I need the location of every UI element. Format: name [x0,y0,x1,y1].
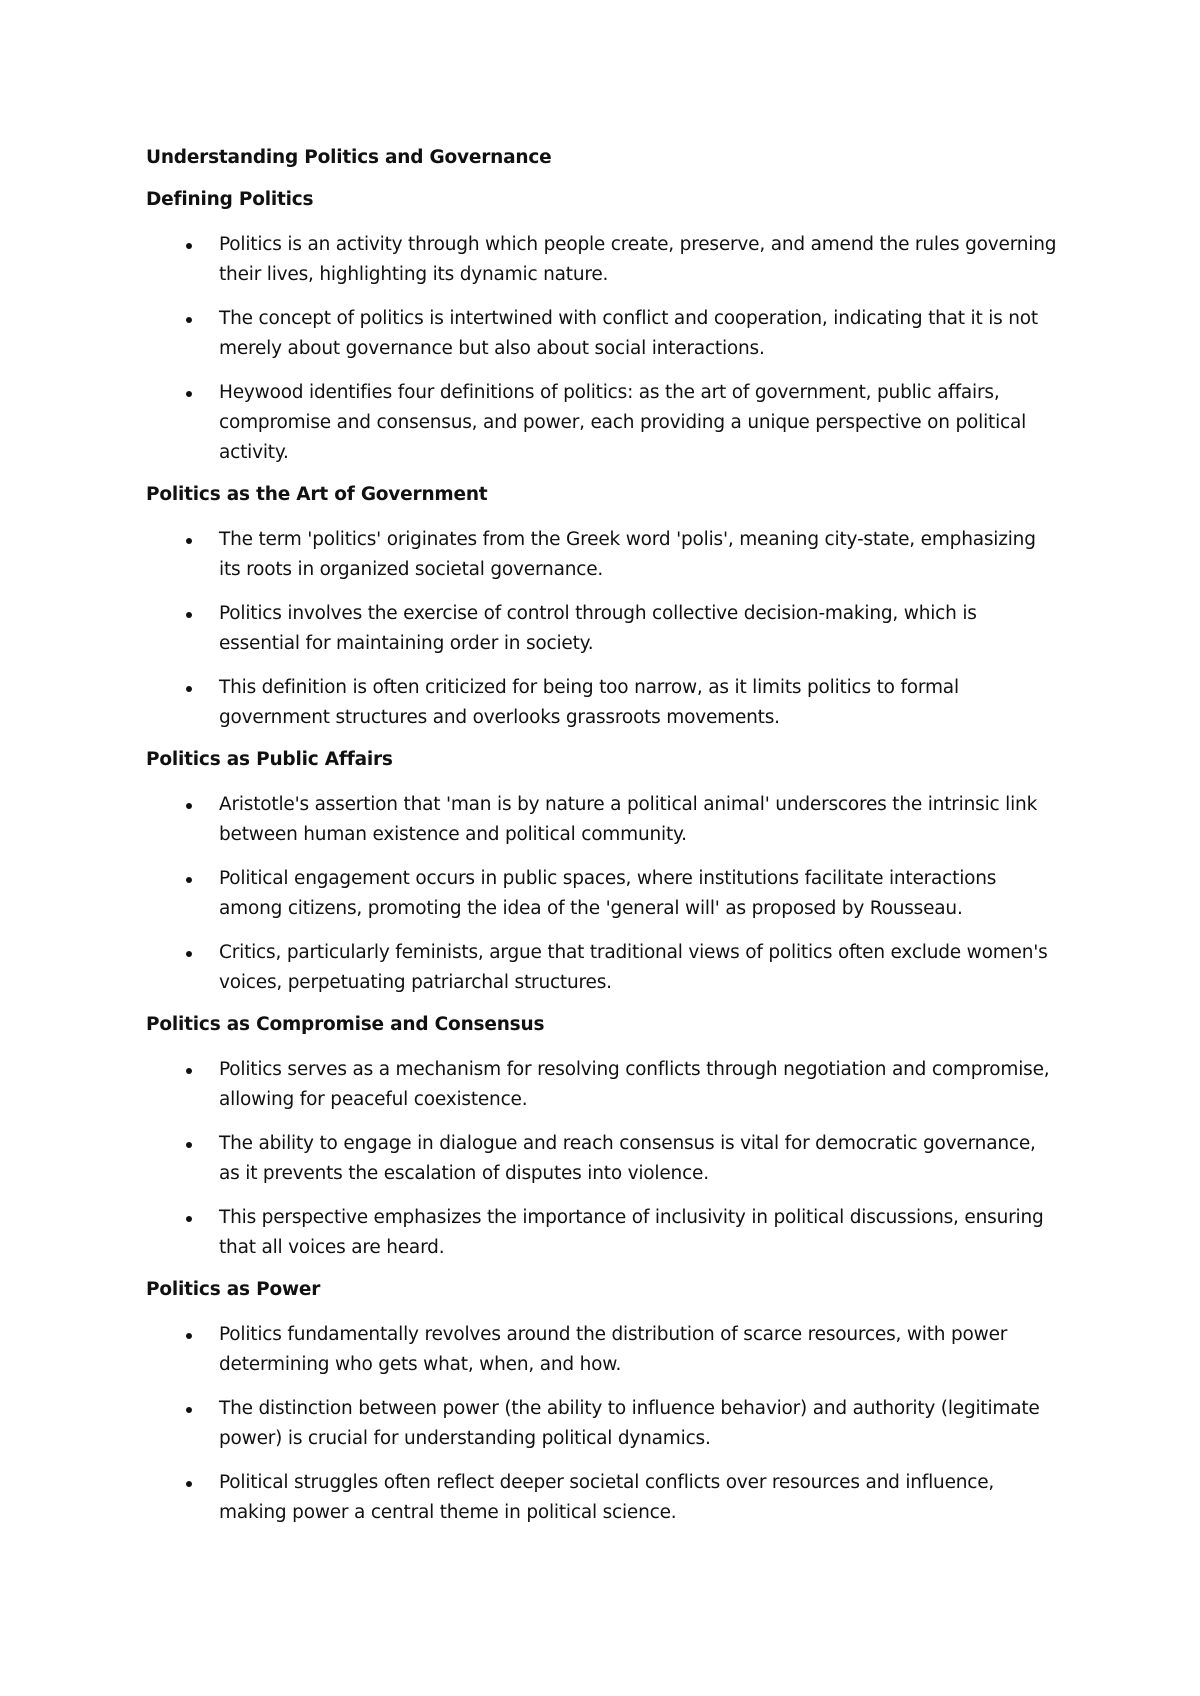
bullet-item [146,1129,1059,1189]
bullet-icon [186,686,192,692]
bullet-item [146,864,1059,924]
bullet-text: Critics, particularly feminists, argue that traditional views of politics often exclude women's voices, perpetuating patriarchal structures. [219,942,1048,993]
section-heading: Defining Politics [146,189,314,210]
bullet-text: This definition is often criticized for being too narrow, as it limits politics to formal government structures and overlooks grassroots movements. [219,677,959,728]
bullet-text: The term 'politics' originates from the Greek word 'polis', meaning city-state, emphasizing its roots in organized societal governance. [219,529,1036,580]
section-heading: Politics as the Art of Government [146,484,488,505]
bullet-item [146,1055,1059,1115]
bullet-icon [186,1216,192,1222]
bullet-icon [186,612,192,618]
bullet-item [146,1203,1059,1263]
bullet-item [146,1320,1059,1380]
bullet-text: Politics serves as a mechanism for resolving conflicts through negotiation and compromise, allowing for peaceful coexistence. [219,1059,1050,1110]
bullet-icon [186,1481,192,1487]
bullet-text: The concept of politics is intertwined with conflict and cooperation, indicating that it is not merely about governance but also about social interactions. [219,308,1038,359]
document-title: Understanding Politics and Governance [146,147,552,168]
bullet-text: Politics involves the exercise of control through collective decision-making, which is essential for maintaining order in society. [219,603,977,654]
bullet-text: Political engagement occurs in public spaces, where institutions facilitate interactions among citizens, promoting the idea of the 'general will' as proposed by Rousseau. [219,868,997,919]
section-heading: Politics as Power [146,1279,321,1300]
section-public-affairs [146,747,1066,998]
section-defining-politics [146,187,1066,468]
bullet-list [146,525,1066,733]
bullet-list [146,1320,1066,1528]
bullet-icon [186,877,192,883]
bullet-text: Heywood identifies four definitions of politics: as the art of government, public affairs, compromise and consensus, and power, each providing a unique perspective on political activity. [219,382,1027,463]
bullet-item [146,1468,1059,1528]
bullet-item [146,673,1059,733]
section-compromise-consensus [146,1012,1066,1263]
bullet-text: This perspective emphasizes the importance of inclusivity in political discussions, ensuring that all voices are heard. [219,1207,1044,1258]
bullet-icon [186,538,192,544]
bullet-icon [186,243,192,249]
bullet-icon [186,391,192,397]
bullet-text: Political struggles often reflect deeper societal conflicts over resources and influence, making power a central theme in political science. [219,1472,995,1523]
section-power [146,1277,1066,1528]
bullet-text: Politics is an activity through which people create, preserve, and amend the rules governing their lives, highlighting its dynamic nature. [219,234,1057,285]
bullet-icon [186,1407,192,1413]
bullet-item [146,938,1059,998]
bullet-list [146,790,1066,998]
bullet-item [146,304,1059,364]
bullet-list [146,230,1066,468]
bullet-icon [186,1333,192,1339]
bullet-item [146,378,1059,468]
bullet-item [146,790,1059,850]
bullet-icon [186,317,192,323]
bullet-icon [186,1142,192,1148]
bullet-icon [186,803,192,809]
bullet-item [146,525,1059,585]
bullet-list [146,1055,1066,1263]
bullet-item [146,599,1059,659]
document-page [146,145,1066,1542]
bullet-text: The ability to engage in dialogue and reach consensus is vital for democratic governance, as it prevents the escalation of disputes into violence. [219,1133,1036,1184]
bullet-item [146,230,1059,290]
bullet-text: The distinction between power (the ability to influence behavior) and authority (legitimate power) is crucial for understanding political dynamics. [219,1398,1040,1449]
bullet-item [146,1394,1059,1454]
section-art-of-government [146,482,1066,733]
bullet-text: Politics fundamentally revolves around the distribution of scarce resources, with power determining who gets what, when, and how. [219,1324,1008,1375]
bullet-text: Aristotle's assertion that 'man is by nature a political animal' underscores the intrinsic link between human existence and political community. [219,794,1038,845]
bullet-icon [186,951,192,957]
section-heading: Politics as Compromise and Consensus [146,1014,545,1035]
section-heading: Politics as Public Affairs [146,749,393,770]
bullet-icon [186,1068,192,1074]
